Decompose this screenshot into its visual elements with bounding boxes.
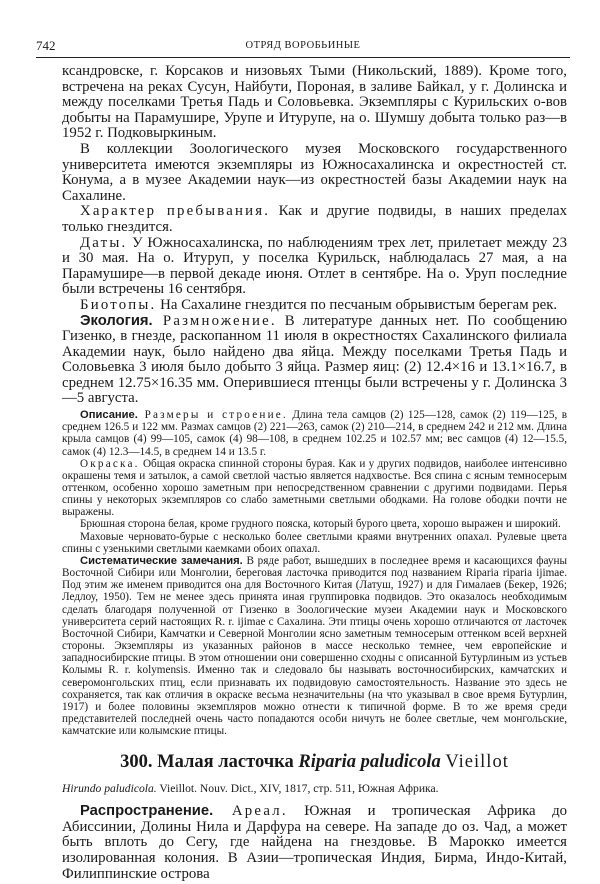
paragraph-dates — [62, 236, 567, 298]
paragraph-description — [62, 409, 567, 458]
species-number: 300. — [120, 752, 153, 773]
paragraph-systematics — [62, 555, 567, 737]
heading-systematics: Систематические замечания. — [80, 554, 243, 567]
paragraph-flight-feathers: Маховые черновато-бурые с несколько более светлыми краями внутренних опахал. Рулевые цвета спины с узенькими светлыми каемками обоих опахал. — [62, 530, 567, 555]
text-residence: Как и другие подвиды, в наших пределах только гнездится. — [62, 203, 567, 235]
paragraph-biotopes — [62, 298, 567, 314]
synonym-name: Hirundo paludicola. — [62, 782, 157, 796]
subheading-area: Ареал. — [213, 803, 288, 820]
text-systematics: В ряде работ, вышедших в последнее время и касающихся фауны Восточной Сибири или Монголии, береговая ласточка приводится под названием Riparia riparia ijimae. Под этим же именем приводится она для Восточного Китая (Латуш, 1927) и для Гималаев (Бекер, 1926; Ледлоу, 1950). Тем не менее здесь принята иная группировка подвидов. Это оказалось необходимым сделать благодаря полученной от Гизенко в Зоологические музеи Академии наук и Московского университета серий настоящих R. r. ijimae с Сахалина. Эти птицы очень хорошо отличаются от ласточек Восточной Сибири, Камчатки и Северной Монголии ясно заметным темносерым оттенком всей верхней стороны. Экземпляры из указанных районов в массе несколько темнее, чем европейские и западносибирские птицы. В этом отношении они совершенно сходны с описанной Бутурлиным из устьев Колымы R. r. kolymensis. Именно так и следовало бы называть восточносибирских, камчатских и северомонгольских птиц, если признавать их подвидовую самостоятельность. Название это здесь не сохраняется, так как отличия в окраске весьма незначительны (на что указывал в свое время Бутурлин, 1917) и более половины экземпляров можно отнести к типичной форме. В то же время среди представителей последней очень часто попадаются особи ничуть не более светлые, чем монгольские, камчатские или колымские птицы. — [62, 554, 567, 738]
paragraph-range — [62, 804, 567, 882]
heading-residence: Характер пребывания. — [80, 203, 271, 220]
paragraph-ventral: Брюшная сторона белая, кроме грудного пояска, который бурого цвета, хорошо выражен и широкий. — [80, 518, 561, 531]
text-biotopes: На Сахалине гнездится по песчаным обрывистым берегам рек. — [156, 296, 558, 313]
heading-ecology: Экология. — [80, 312, 153, 329]
heading-coloration: Окраска. — [80, 457, 140, 470]
paragraph-residence — [62, 204, 567, 235]
heading-description: Описание. — [80, 409, 138, 422]
text-body — [62, 64, 567, 882]
header-rule — [36, 57, 570, 58]
paragraph-coloration — [62, 458, 567, 519]
running-title: ОТРЯД ВОРОБЬИНЫЕ — [245, 40, 361, 51]
subheading-measurements: Размеры и строение. — [137, 409, 288, 422]
synonym-line — [62, 782, 567, 795]
synonym-citation: Vieillot. Nouv. Dict., XIV, 1817, стр. 511, Южная Африка. — [156, 782, 439, 796]
paragraph-ecology — [62, 314, 567, 408]
paragraph-collections: В коллекции Зоологического музея Московского государственного университета имеются экземпляры из Южносахалинска и окрестностей ст. Конума, а в музее Академии наук—из окрестностей базы Академии наук на Сахалине. — [62, 140, 567, 204]
species-russian-name: Малая ласточка — [157, 752, 294, 773]
heading-biotopes: Биотопы. — [80, 296, 157, 313]
species-author: Vieillot — [445, 752, 509, 773]
species-latin-name: Riparia paludicola — [298, 752, 441, 773]
text-ecology: В литературе данных нет. По сообщению Гизенко, в гнезде, раскопанном 11 июля в окрестностях Сахалинского филиала Академии наук, было найдено два яйца. Между поселками Третья Падь и Соловьевка 3 июля было добыто 3 яйца. Размер яиц: (2) 12.4×16 и 13.1×16.7, в среднем 12.75×16.35 мм. Оперившиеся птенцы были встречены у г. Долинска 3—5 августа. — [62, 312, 567, 407]
species-heading — [62, 751, 567, 773]
heading-range: Распространение. — [80, 803, 214, 820]
text-dates: У Южносахалинска, по наблюдениям трех лет, прилетает между 23 и 30 мая. На о. Итуруп, у поселка Курильск, наблюдалась 27 мая, а на Парамушире—в первой декаде июня. Отлет в сентябре. На о. Уруп последние были встречены 16 сентября. — [62, 234, 567, 298]
subheading-reproduction: Размножение. — [152, 312, 277, 329]
text-coloration: Общая окраска спинной стороны бурая. Как и у других подвидов, наиболее интенсивно окрашены темя и затылок, а самой светлой частью является надхвостье. Вся спина с ясным темносерым оттенком, особенно хорошо заметным при непосредственном сравнении с другими подвидами. Перья спины у некоторых экземпляров со слабо заметными светлыми ободками. На головe ободки почти не выражены. — [62, 457, 567, 519]
paragraph-distribution-end: ксандровске, г. Корсаков и низовьях Тыми (Никольский, 1889). Кроме того, встречена на реках Сусун, Найбути, Пороная, в заливе Байкал, у г. Долинска и между поселками Третья Падь и Соловьевка. Экземпляры с Курильских о-вов добыты на Парамушире, Урупе и Итурупе, на о. Шумшу добыта только раз—в 1952 г. Подковыркиным. — [62, 63, 567, 142]
page-header — [36, 38, 570, 54]
text-range: Южная и тропическая Африка до Абиссинии, Долины Нила и Дарфура на севере. На западе до оз. Чад, а может быть вплоть до Сегу, где найдена на гнездовье. В Марокко имеется изолированная колония. В Азии—тропическая Индия, Бирма, Индо-Китай, Филиппинские острова — [62, 803, 568, 882]
text-measurements: Длина тела самцов (2) 125—128, самок (2) 119—125, в среднем 126.5 и 122 мм. Размах самцов (2) 221—263, самок (2) 210—214, в среднем 242 и 212 мм. Длина крыла самцов (4) 99—105, самок (4) 98—108, в среднем 102.25 и 102.57 мм; вес самцов (4) 12—15.5, самок (4) 12.3—14.5, в среднем 14 и 13.5 г. — [62, 409, 568, 458]
heading-dates: Даты. — [80, 234, 128, 251]
page-number: 742 — [36, 38, 56, 53]
